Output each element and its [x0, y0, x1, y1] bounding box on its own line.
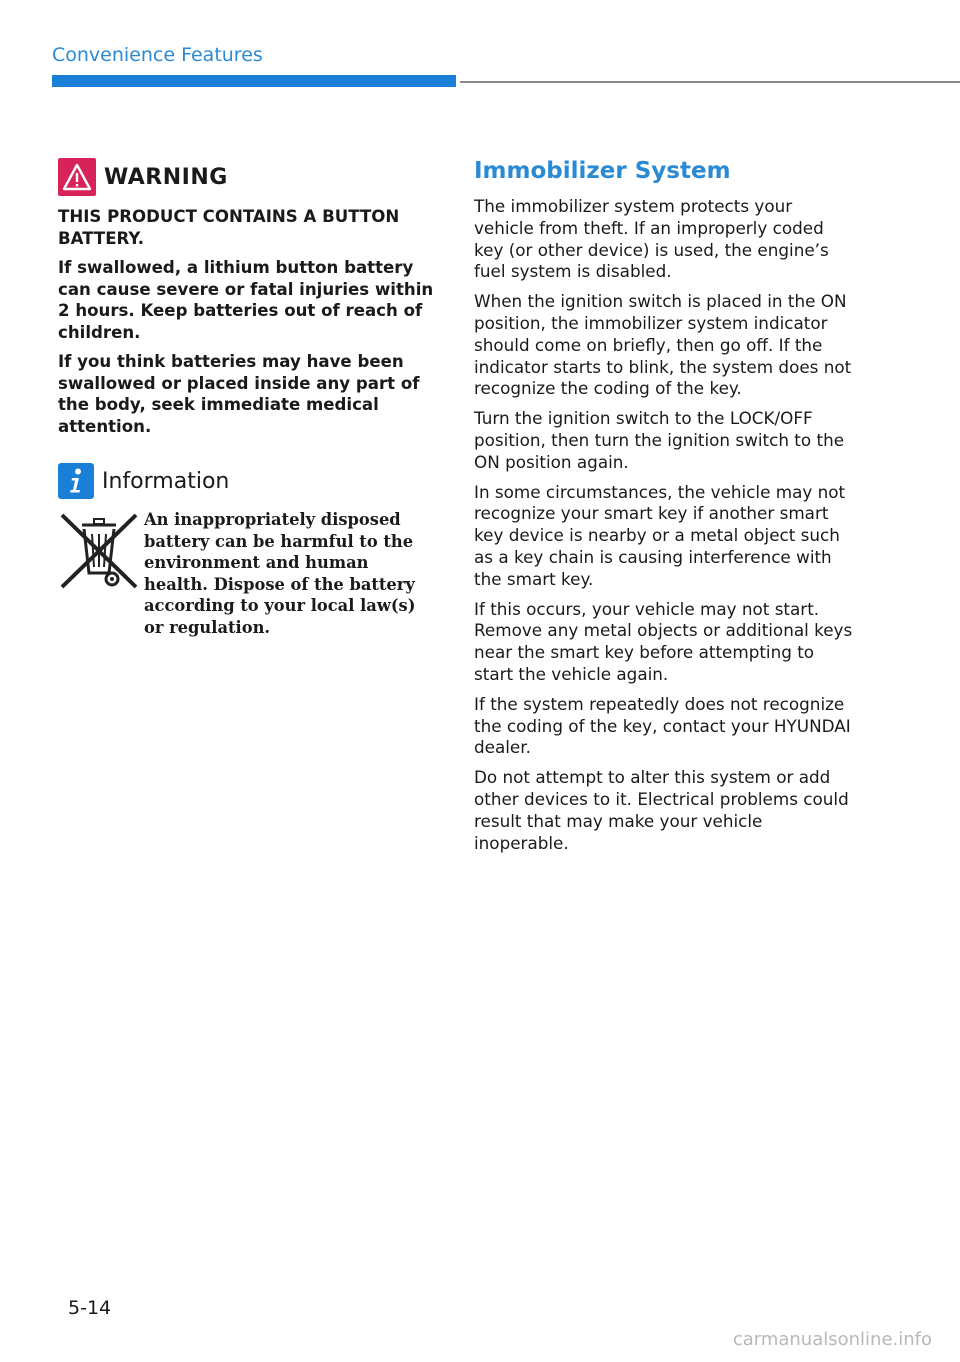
warning-title: WARNING — [104, 164, 228, 190]
information-body — [58, 509, 438, 639]
information-title: Information — [102, 468, 230, 494]
section-header: Convenience Features — [52, 44, 263, 66]
body-paragraph: In some circumstances, the vehicle may not recognize your smart key if another smart key device is nearby or a metal object such as a key chain is causing interference with the smart key. — [474, 481, 846, 589]
header-rule-gray — [460, 81, 960, 83]
body-paragraph: If this occurs, your vehicle may not start. Remove any metal objects or additional keys near the smart key before attempting to start the vehicle again. — [474, 598, 853, 684]
body-paragraph: Turn the ignition switch to the LOCK/OFF position, then turn the ignition switch to the ON position again. — [474, 408, 845, 472]
warning-paragraph: If swallowed, a lithium button battery can cause severe or fatal injuries within 2 hours. Keep batteries out of reach of children. — [58, 258, 434, 342]
warning-header — [58, 158, 438, 196]
body-paragraph: Do not attempt to alter this system or add other devices to it. Electrical problems could result that may make your vehicle inoperable. — [474, 767, 849, 853]
information-icon — [58, 463, 94, 499]
right-column — [474, 158, 856, 862]
crossed-out-bin-icon — [58, 509, 142, 599]
information-header — [58, 463, 438, 499]
section-title: Immobilizer System — [474, 158, 731, 184]
left-column — [58, 158, 438, 639]
body-paragraph: The immobilizer system protects your vehicle from theft. If an improperly coded key (or other device) is used, the engine’s fuel system is disabled. — [474, 196, 829, 282]
body-paragraph: When the ignition switch is placed in the ON position, the immobilizer system indicator should come on briefly, then go off. If the indicator starts to blink, the system does not recognize the coding of the key. — [474, 291, 852, 399]
page-number: 5-14 — [68, 1297, 112, 1319]
warning-paragraph: THIS PRODUCT CONTAINS A BUTTON BATTERY. — [58, 207, 400, 248]
warning-icon — [58, 158, 96, 196]
warning-paragraph: If you think batteries may have been swallowed or placed inside any part of the body, seek immediate medical attention. — [58, 352, 420, 436]
information-text: An inappropriately disposed battery can be harmful to the environment and human health. Dispose of the battery according to your local law(s) or regulation. — [144, 510, 416, 637]
body-paragraph: If the system repeatedly does not recognize the coding of the key, contact your HYUNDAI dealer. — [474, 693, 851, 758]
header-rule-accent — [52, 75, 456, 87]
watermark: carmanualsonline.info — [732, 1329, 932, 1350]
